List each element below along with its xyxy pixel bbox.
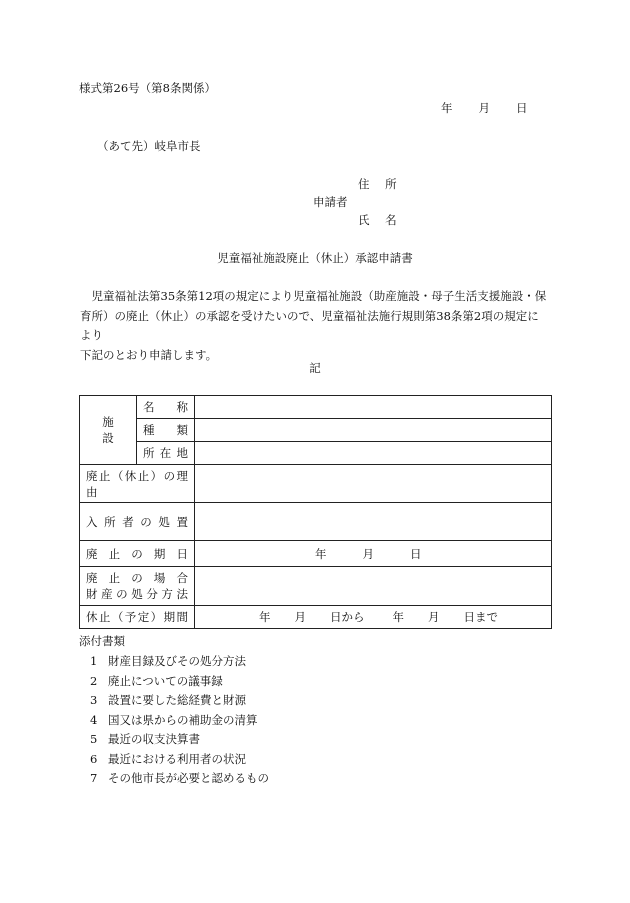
- body-line: 下記のとおり申請します。: [80, 347, 218, 362]
- property-label-line2: 財産の処分方法: [86, 587, 188, 601]
- facility-label: 施 設: [80, 396, 137, 465]
- item-number: 7: [90, 771, 98, 785]
- suspension-year-from: 年: [259, 610, 271, 624]
- body-text: [80, 287, 550, 365]
- residents-field[interactable]: [195, 503, 552, 541]
- date: [441, 100, 528, 116]
- suspension-day-to: 日まで: [463, 610, 498, 624]
- property-label: [80, 567, 195, 606]
- suspension-day-from: 日から: [330, 610, 365, 624]
- residents-label: 入所者の処置: [80, 503, 195, 541]
- item-text: 廃止についての議事録: [108, 673, 223, 688]
- list-item: [90, 769, 269, 789]
- document-title: 児童福祉施設廃止（休止）承認申請書: [217, 251, 413, 265]
- property-field[interactable]: [195, 567, 552, 606]
- list-item: [90, 652, 269, 672]
- facility-name-label: 名 称: [137, 396, 195, 419]
- item-number: 3: [90, 693, 98, 707]
- facility-location-label: 所在地: [137, 442, 195, 465]
- form-number: 様式第26号（第8条関係）: [79, 81, 216, 95]
- applicant-name-label: 氏 名: [358, 213, 403, 227]
- date-month: 月: [478, 101, 490, 115]
- list-item: [90, 711, 269, 731]
- closure-date-label: 廃止の期日: [80, 541, 195, 567]
- suspension-year-to: 年: [392, 610, 404, 624]
- attachments-title: 添付書類: [79, 634, 125, 648]
- list-item: [90, 750, 269, 770]
- item-number: 5: [90, 732, 98, 746]
- application-table: [79, 395, 552, 629]
- item-text: その他市長が必要と認めるもの: [108, 771, 269, 785]
- attachments-list: [90, 652, 269, 789]
- closure-date-field[interactable]: [195, 541, 552, 567]
- suspension-field[interactable]: [195, 606, 552, 629]
- list-item: [90, 730, 269, 750]
- ki-heading: 記: [309, 361, 321, 375]
- item-number: 1: [90, 654, 98, 668]
- item-text: 最近における利用者の状況: [108, 751, 246, 766]
- date-year: 年: [441, 101, 453, 115]
- facility-location-field[interactable]: [195, 442, 552, 465]
- item-text: 設置に要した総経費と財源: [108, 693, 246, 707]
- facility-name-field[interactable]: [195, 396, 552, 419]
- closure-day: 日: [410, 546, 422, 561]
- item-number: 2: [90, 673, 98, 688]
- item-number: 4: [90, 712, 98, 727]
- list-item: [90, 672, 269, 692]
- suspension-month-from: 月: [294, 610, 306, 624]
- reason-field[interactable]: [195, 465, 552, 503]
- list-item: [90, 691, 269, 711]
- facility-type-field[interactable]: [195, 419, 552, 442]
- reason-label: 廃止（休止）の理由: [80, 465, 195, 503]
- closure-year: 年: [315, 546, 327, 561]
- facility-type-label: 種 類: [137, 419, 195, 442]
- item-text: 財産目録及びその処分方法: [108, 654, 246, 668]
- item-number: 6: [90, 751, 98, 766]
- addressee: （あて先）岐阜市長: [97, 139, 201, 153]
- item-text: 最近の収支決算書: [108, 732, 200, 746]
- closure-month: 月: [362, 546, 374, 561]
- suspension-month-to: 月: [428, 610, 440, 624]
- applicant-address-label: 住 所: [358, 177, 403, 191]
- property-label-line1: 廃止の場合: [86, 571, 188, 585]
- applicant-label: 申請者: [313, 195, 348, 209]
- body-line: 育所）の廃止（休止）の承認を受けたいので、児童福祉法施行規則第38条第2項の規定により: [80, 308, 539, 342]
- body-line: 児童福祉法第35条第12項の規定により児童福祉施設（助産施設・母子生活支援施設・保: [80, 289, 547, 303]
- item-text: 国又は県からの補助金の清算: [108, 712, 258, 727]
- date-day: 日: [516, 101, 528, 115]
- suspension-label: 休止（予定）期間: [80, 606, 195, 629]
